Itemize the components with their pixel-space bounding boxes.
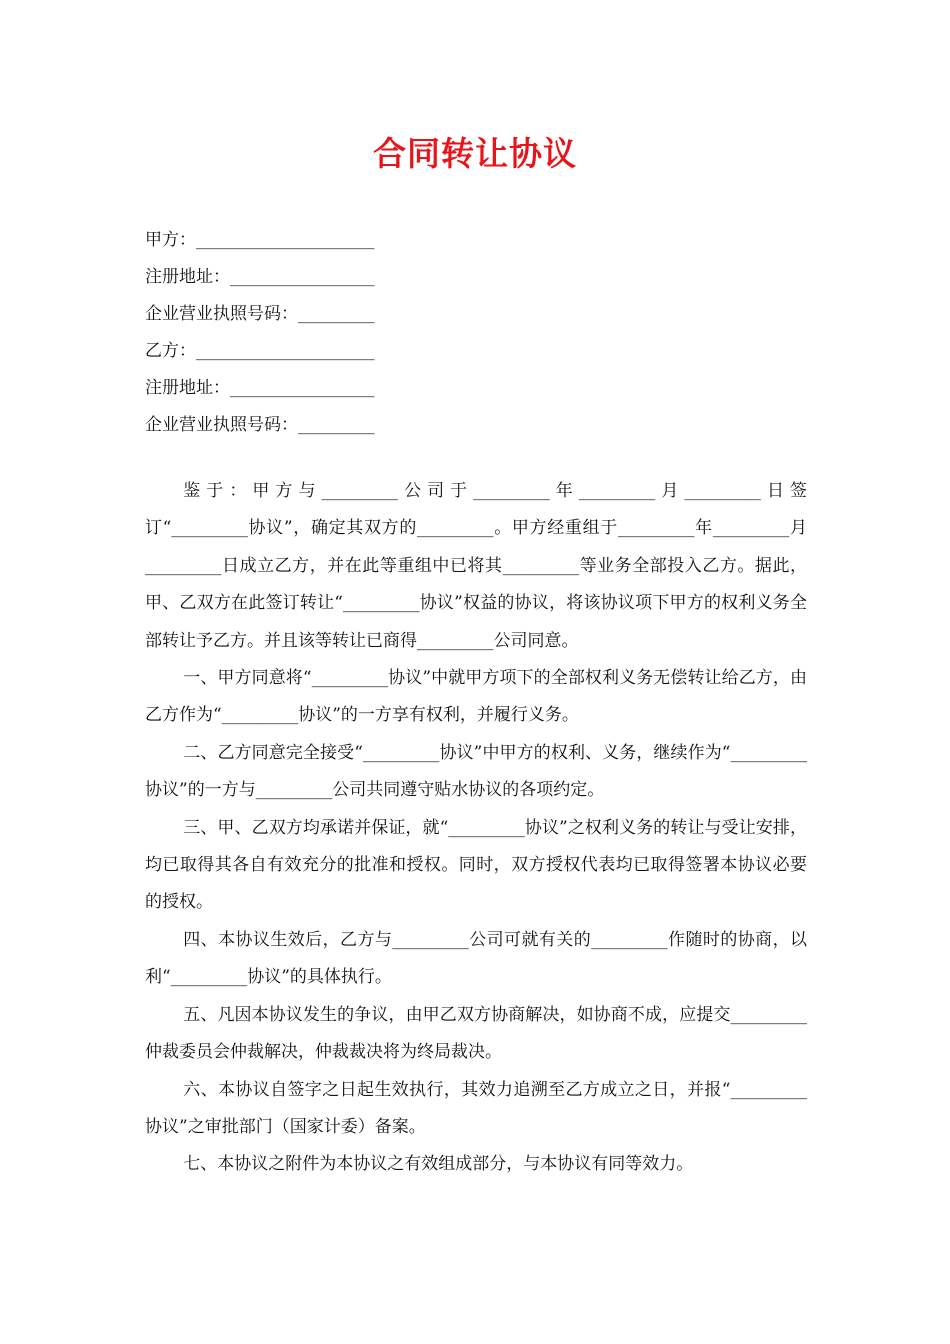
clause-7: 七、本协议之附件为本协议之有效组成部分，与本协议有同等效力。 — [183, 1154, 694, 1175]
party-a-name-line: 甲方：_____________________ — [145, 230, 375, 250]
clause-3: 三、甲、乙双方均承诺并保证，就“_________协议”之权利义务的转让与受让安排，均已取得其各自有效充分的批准和授权。同时，双方授权代表均已取得签署本协议必要的授权。 — [145, 817, 807, 913]
party-b-address-line: 注册地址：_________________ — [145, 378, 375, 398]
party-a-license-line: 企业营业执照号码：_________ — [145, 304, 375, 324]
clause-6: 六、本协议自签字之日起生效执行，其效力追溯至乙方成立之日，并报“_________协议”之审批部门（国家计委）备案。 — [145, 1079, 807, 1137]
party-a-address-line: 注册地址：_________________ — [145, 267, 375, 287]
party-b-license-line: 企业营业执照号码：_________ — [145, 415, 375, 435]
clause-2: 二、乙方同意完全接受“_________协议”中甲方的权利、义务，继续作为“_________协议”的一方与_________公司共同遵守贴水协议的各项约定。 — [145, 742, 807, 801]
clause-5: 五、凡因本协议发生的争议，由甲乙双方协商解决，如协商不成，应提交_________仲裁委员会仲裁解决，仲裁裁决将为终局裁决。 — [145, 1004, 807, 1063]
clause-1: 一、甲方同意将“_________协议”中就甲方项下的全部权利义务无偿转让给乙方，由乙方作为“_________协议”的一方享有权利，并履行义务。 — [145, 668, 807, 726]
document-title: 合同转让协议 — [373, 134, 577, 173]
party-info-block — [145, 224, 805, 446]
preamble-paragraph: 鉴于：甲方与_________公司于_________年_________月_________日签订“_________协议”，确定其双方的_________。甲方经重组于_________年_________月_________日成立乙方，并在此等重组中已将其_________等业务全部投入乙方。据此，甲、乙双方在此签订转让“_________协议”权益的协议，将该协议项下甲方的权利义务全部转让予乙方。并且该等转让已商得_________公司同意。 — [145, 481, 807, 651]
party-b-name-line: 乙方：_____________________ — [145, 341, 375, 361]
clause-4: 四、本协议生效后，乙方与_________公司可就有关的_________作随时的协商，以利“_________协议”的具体执行。 — [145, 929, 807, 988]
agreement-body — [145, 473, 807, 1184]
